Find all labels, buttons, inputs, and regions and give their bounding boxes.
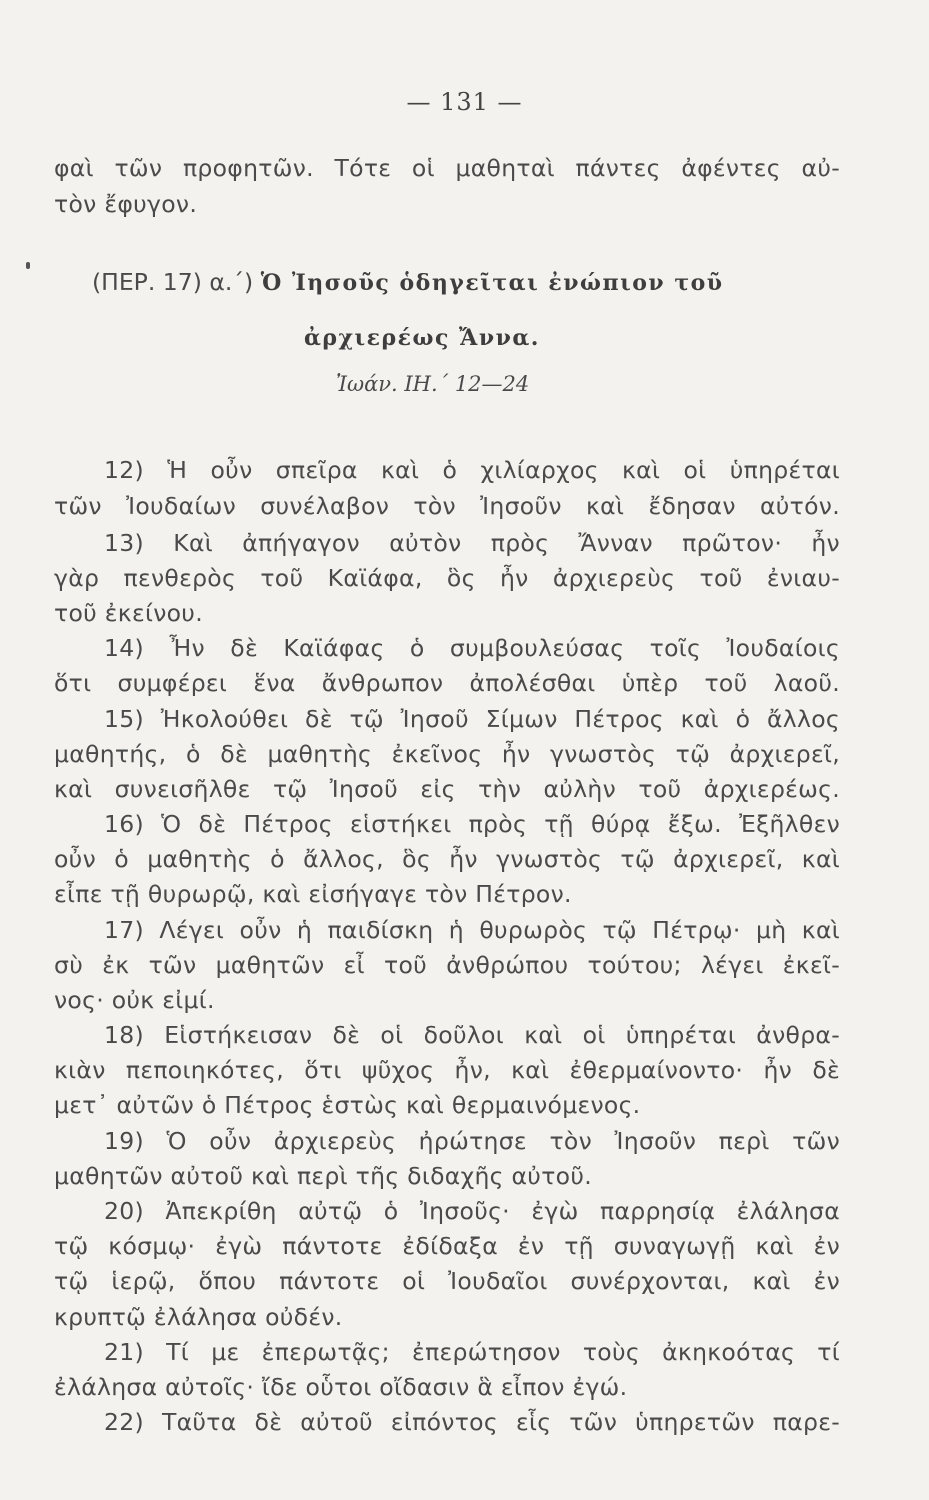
verse-line: εἶπε τῇ θυρωρῷ, καὶ εἰσήγαγε τὸν Πέτρον. (54, 880, 572, 908)
verse-line: ἐλάλησα αὐτοῖς· ἴδε οὗτοι οἴδασιν ἃ εἶπον ἐγώ. (54, 1373, 628, 1401)
verse-line: τοῦ ἐκείνου. (54, 599, 203, 627)
scripture-reference: Ἰωάν. ΙΗ.΄ 12—24 (336, 372, 530, 396)
verse-line: 19) Ὁ οὖν ἀρχιερεὺς ἠρώτησε τὸν Ἰησοῦν περὶ τῶν (104, 1127, 840, 1155)
verse-line: τῶν Ἰουδαίων συνέλαβον τὸν Ἰησοῦν καὶ ἔδησαν αὐτόν. (54, 492, 840, 520)
verse-line: 15) Ἠκολούθει δὲ τῷ Ἰησοῦ Σίμων Πέτρος καὶ ὁ ἄλλος (104, 705, 840, 733)
verse-line: κιὰν πεποιηκότες, ὅτι ψῦχος ἦν, καὶ ἐθερμαίνοντο· ἦν δὲ (54, 1056, 840, 1084)
verse-line: 16) Ὁ δὲ Πέτρος εἱστήκει πρὸς τῇ θύρᾳ ἔξω. Ἐξῆλθεν (104, 810, 840, 838)
verse-line: μαθητής, ὁ δὲ μαθητὴς ἐκεῖνος ἦν γνωστὸς τῷ ἀρχιερεῖ, (54, 740, 840, 768)
section-title-line-1: Ὁ Ἰησοῦς ὁδηγεῖται ἐνώπιον τοῦ (260, 270, 724, 296)
page-number: — 131 — (406, 88, 523, 116)
text-line: φαὶ τῶν προφητῶν. Τότε οἱ μαθηταὶ πάντες ἀφέντες αὐ- (54, 154, 840, 182)
verse-line: οὖν ὁ μαθητὴς ὁ ἄλλος, ὃς ἦν γνωστὸς τῷ ἀρχιερεῖ, καὶ (54, 845, 840, 873)
verse-line: 17) Λέγει οὖν ἡ παιδίσκη ἡ θυρωρὸς τῷ Πέτρῳ· μὴ καὶ (104, 916, 840, 944)
verse-line: κρυπτῷ ἐλάλησα οὐδέν. (54, 1303, 343, 1331)
verse-line: τῷ κόσμῳ· ἐγὼ πάντοτε ἐδίδαξα ἐν τῇ συναγωγῇ καὶ ἐν (54, 1232, 840, 1260)
verse-line: καὶ συνεισῆλθε τῷ Ἰησοῦ εἰς τὴν αὐλὴν τοῦ ἀρχιερέως. (54, 775, 840, 803)
verse-line: σὺ ἐκ τῶν μαθητῶν εἶ τοῦ ἀνθρώπου τούτου; λέγει ἐκεῖ- (54, 951, 840, 979)
ink-speck (26, 262, 30, 269)
section-title-line-2: ἀρχιερέως Ἄννα. (304, 325, 540, 351)
section-prefix: (ΠΕΡ. 17) α.΄) (92, 268, 254, 296)
verse-line: 12) Ἡ οὖν σπεῖρα καὶ ὁ χιλίαρχος καὶ οἱ ὑπηρέται (104, 456, 840, 484)
verse-line: 21) Τί με ἐπερωτᾷς; ἐπερώτησον τοὺς ἀκηκοότας τί (104, 1338, 840, 1366)
verse-line: τῷ ἱερῷ, ὅπου πάντοτε οἱ Ἰουδαῖοι συνέρχονται, καὶ ἐν (54, 1267, 840, 1295)
verse-line: 13) Καὶ ἀπήγαγον αὐτὸν πρὸς Ἄνναν πρῶτον· ἦν (104, 529, 840, 557)
verse-line: 14) Ἦν δὲ Καϊάφας ὁ συμβουλεύσας τοῖς Ἰουδαίοις (104, 634, 840, 662)
section-heading (92, 268, 724, 296)
verse-line: μετ᾽ αὐτῶν ὁ Πέτρος ἑστὼς καὶ θερμαινόμενος. (54, 1091, 641, 1119)
text-line: τὸν ἔφυγον. (54, 190, 198, 218)
verse-line: ὅτι συμφέρει ἕνα ἄνθρωπον ἀπολέσθαι ὑπὲρ τοῦ λαοῦ. (54, 669, 840, 697)
verse-line: μαθητῶν αὐτοῦ καὶ περὶ τῆς διδαχῆς αὐτοῦ. (54, 1162, 592, 1190)
verse-line: 22) Ταῦτα δὲ αὐτοῦ εἰπόντος εἷς τῶν ὑπηρετῶν παρε- (104, 1408, 840, 1436)
verse-line: 18) Εἱστήκεισαν δὲ οἱ δοῦλοι καὶ οἱ ὑπηρέται ἀνθρα- (104, 1021, 840, 1049)
verse-line: γὰρ πενθερὸς τοῦ Καϊάφα, ὃς ἦν ἀρχιερεὺς τοῦ ἐνιαυ- (54, 564, 840, 592)
verse-line: νος· οὐκ εἰμί. (54, 986, 215, 1014)
verse-line: 20) Ἀπεκρίθη αὐτῷ ὁ Ἰησοῦς· ἐγὼ παρρησίᾳ ἐλάλησα (104, 1197, 840, 1225)
